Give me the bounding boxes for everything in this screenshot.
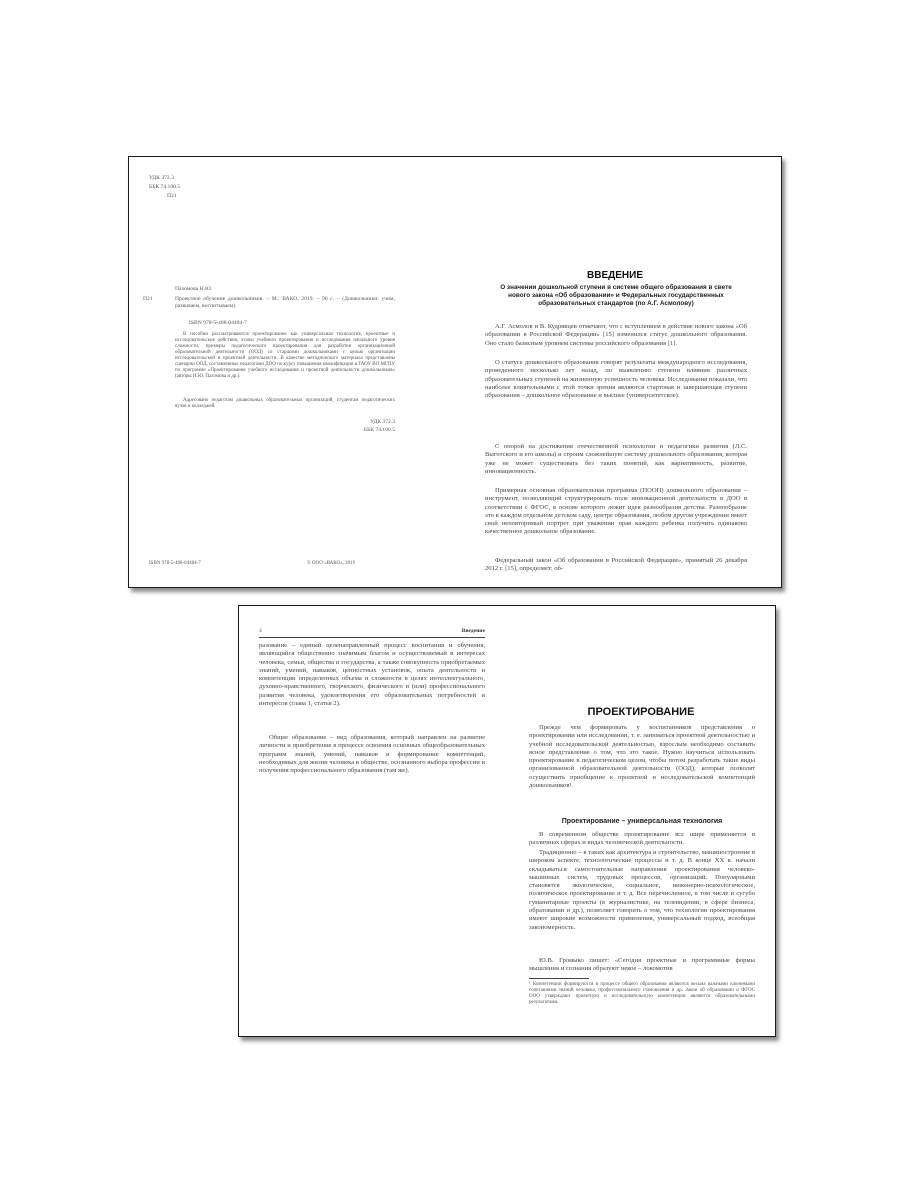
audience-note: Адресовано педагогам дошкольных образовательных организаций, студентам педагогических вузов и колледжей. xyxy=(175,398,395,409)
design-intro: Прежде чем формировать у воспитанников представления о проектировании или исследовании, т. е. заниматься проектной деятельностью и учебной исследовательской деятельностью, взрослым необходимо составить ясное представление о том, что это такое. Нужно научиться использовать проектирование в педагогическом целом, чтобы потом разработать такие виды организованной образовательной деятельности (ООД), которые позволят осуществить приобщение к проектной и исследовательской компетенций дошкольников¹. xyxy=(529,724,755,790)
page-title: ВВЕДЕНИЕ xyxy=(587,270,643,281)
running-head: Введение xyxy=(461,628,485,634)
book-description: Проектное обучение дошкольников. – М.: ВАКО, 2019. – 96 с. – (Дошкольники: учим, развиваем, воспитываем). xyxy=(175,296,395,309)
page-number: 4 xyxy=(259,628,262,634)
udk-code: УДК 372.3 xyxy=(149,175,174,181)
isbn-line: ISBN 978-5-408-04484-7 xyxy=(189,320,247,326)
bbk-code: ББК 74.100.5 xyxy=(149,184,181,190)
bbk-right: ББК 74.100.5 xyxy=(363,427,395,433)
footer-copyright: © ООО «ВАКО», 2019 xyxy=(307,561,356,566)
intro-paragraph: Федеральный закон «Об образовании в Российской Федерации», принятый 26 декабря 2012 г. [15], определяет: об- xyxy=(485,557,747,573)
intro-subheading: О значении дошкольной ступени в системе общего образования в свете нового закона «Об образовании» и Федеральных государственных образовательных стандартов (по А.Г. Асмолову) xyxy=(500,284,732,307)
intro-paragraph: А.Г. Асмолов и В. Кудрявцев отмечают, что с вступлением в действие нового закона «Об образовании в Российской Федерации» [15] изменился статус дошкольного образования. Оно стало базисным уровнем системы российского образования [1]. xyxy=(485,323,747,347)
design-paragraph: В современном обществе проектирование все шире применяется в различных сферах и видах человеческой деятельности. xyxy=(529,831,755,847)
intro-paragraph: О статусе дошкольного образования говорят результаты международного исследования, проведенного несколько лет назад, по выявлению степени влияния различных образовательных ступеней на жизненную успешность человека. Исследования показали, что наиболее влиятельными с этой точки зрения являются стартовая и завершающая ступени образования – дошкольное образование и высшее (университетское). xyxy=(485,359,747,400)
footnote: ¹ Компетенции формируются в процессе общего образования являются весьма важными ключевыми сочетаниями знаний человека, профессионального становления и др. Закон об образовании и ФГОС ООО утверждают проектную и исследовательскую компетенции являются образовательными результатами. xyxy=(529,982,755,1005)
author-name: Пахомова Н.Ю. xyxy=(175,286,213,292)
running-head-rule xyxy=(259,637,485,638)
book-code: П21 xyxy=(167,193,177,199)
side-code: П21 xyxy=(143,296,153,302)
design-subheading: Проектирование – универсальная технология xyxy=(561,818,723,825)
continued-page xyxy=(239,606,507,1036)
intro-paragraph: С опорой на достижения отечественной психологии и педагогики развития (Л.С. Выготского и его школы) и строим сложнейшую систему дошкольного образования, которая уже не может существовать без таких понятий, как вариативность, развитие, инновационность. xyxy=(485,443,747,475)
footnote-rule xyxy=(529,978,589,979)
footer-isbn: ISBN 978-5-408-04484-7 xyxy=(149,561,201,566)
design-paragraph: Ю.В. Громыко пишет: «Сегодня проектные и программные формы мышления и сознания образуют некое – локомотив xyxy=(529,957,755,973)
continued-paragraph: разование – единый целенаправленный процесс воспитания и обучения, являющийся общественно значимым благом и осуществляемый в интересах человека, семьи, общества и государства, а также совокупность приобретаемых знаний, умений, навыков, ценностных установок, опыта деятельности и компетенции определенных объема и сложности в целях интеллектуального, духовно-нравственного, творческого, физического и (или) профессионального развития человека, удовлетворения его образовательных потребностей и интересов (глава 1, статья 2). xyxy=(259,642,485,708)
intro-page xyxy=(455,157,781,587)
imprint-page xyxy=(129,157,455,587)
design-page xyxy=(507,606,775,1036)
design-paragraph: Традиционно – в таких как архитектура и строительство, машиностроение в широком аспекте, технологические процессы и т. д. В конце XX в. начали складываться самостоятельные направления проектирования человеко-машинных систем, трудовых процессов, организаций. Популярными становятся экологическое, социальное, инженерно-психологическое, политическое проектирование и т. д. Все перечисленное, в том числе и сугубо гуманитарные проекты (в журналистике, на телевидении, в сфере бизнеса, образовании и др.), позволяет говорить о том, что технологии проектирования имеют широкие возможности применения, универсальный подход, всеобщая закономерность. xyxy=(529,849,755,931)
book-spread-imprint-intro xyxy=(128,156,782,588)
intro-paragraph: Примерная основная образовательная программа (ПООП) дошкольного образования – инструмент, позволяющий структурировать поле инновационной деятельности в ДОО в соответствии с ФГОС, в основе которого лежит идея разнообразия детства. Разнообразие это в каждом отдельном детском саду, центре образования, любом другом учреждении имеет свой неповторимый портрет при уважении прав каждого ребенка получить одинаково качественное дошкольное образование. xyxy=(485,487,747,536)
continued-paragraph: Общее образование – вид образования, который направлен на развитие личности и приобретение в процессе освоения основных общеобразовательных программ знаний, умений, навыков и формирование компетенций, необходимых для жизни человека в обществе, осознанного выбора профессии и получения профессионального образования (там же). xyxy=(259,734,485,775)
section-title: ПРОЕКТИРОВАНИЕ xyxy=(587,706,695,718)
book-abstract: В пособии рассматриваются проектирование как универсальная технология, проектные и исследовательские действия, этапы учебного проектирования и исследования начального уровня сложности, примеры педагогического проектирования для разработки организационной образовательной деятельности (ООД) со старшими дошкольниками с целью организации исследовательской и проектной деятельности. В качестве методического материала представлены сценарии ООД, составленные педагогами ДОО по курсу повышения квалификации в ГАОУ ВО МГПУ по программе «Проектирование учебного исследования и проектной деятельности дошкольников» (авторы Н.Ю. Пахомова и др.). xyxy=(175,332,395,379)
udk-right: УДК 372.3 xyxy=(370,419,395,425)
book-spread-design xyxy=(238,605,776,1037)
